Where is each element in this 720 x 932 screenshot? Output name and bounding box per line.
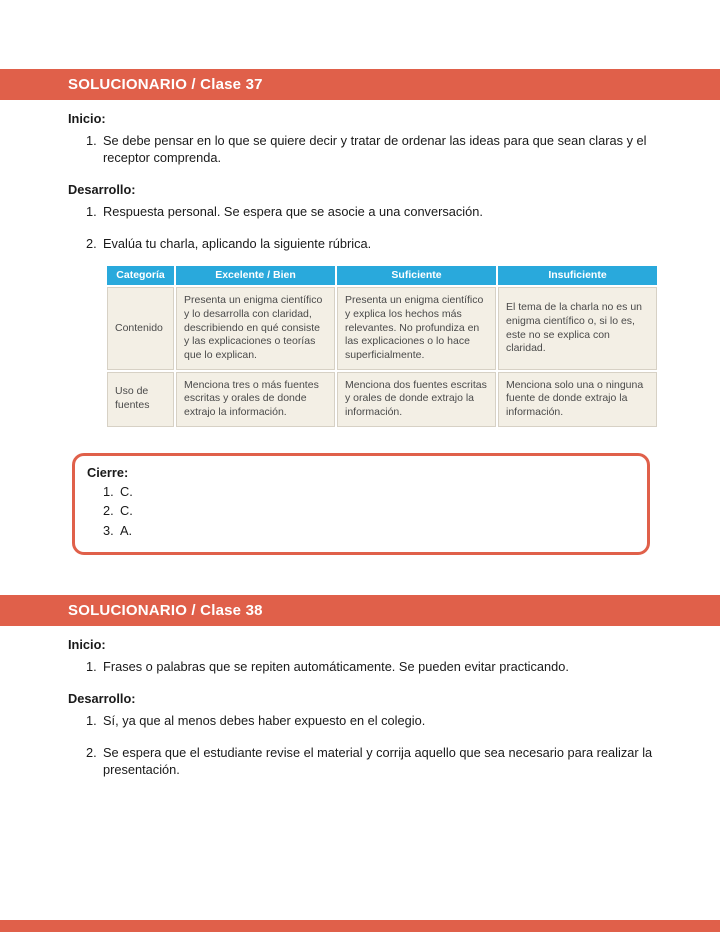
item-text: Frases o palabras que se repiten automáticamente. Se pueden evitar practicando. [103, 658, 569, 674]
rubric-header-excelente: Excelente / Bien [176, 266, 335, 285]
table-row [107, 287, 657, 369]
list-item [68, 658, 653, 675]
item-text: Se espera que el estudiante revise el material y corrija aquello que sea necesario para realizar la presentación. [103, 744, 653, 778]
rubric-cell-category: Uso de fuentes [107, 372, 174, 427]
list-item [87, 522, 633, 539]
item-number: 1. [86, 712, 97, 728]
inicio-heading-s2: Inicio: [68, 636, 106, 652]
item-number: 1. [86, 658, 97, 674]
list-item [68, 235, 653, 252]
list-item [68, 132, 653, 167]
rubric-cell: Menciona tres o más fuentes escritas y orales de donde extrajo la información. [176, 372, 335, 427]
list-item [68, 744, 653, 779]
rubric-header-categoria: Categoría [107, 266, 174, 285]
list-item [87, 502, 633, 519]
rubric-header-insuficiente: Insuficiente [498, 266, 657, 285]
rubric-cell: Menciona solo una o ninguna fuente de donde extrajo la información. [498, 372, 657, 427]
item-text: Sí, ya que al menos debes haber expuesto en el colegio. [103, 712, 426, 728]
section1-header-bar [0, 69, 720, 100]
desarrollo-heading-s2: Desarrollo: [68, 690, 136, 706]
section2-header-bar [0, 595, 720, 626]
rubric-cell: Menciona dos fuentes escritas y orales de donde extrajo la información. [337, 372, 496, 427]
item-number: 2. [103, 503, 114, 519]
section1-title: SOLUCIONARIO / Clase 37 [68, 76, 263, 93]
rubric-cell: Presenta un enigma científico y lo desarrolla con claridad, describiendo en qué consiste y las explicaciones o teorías que lo explican. [176, 287, 335, 369]
rubric-table [105, 264, 659, 428]
list-item [68, 712, 653, 729]
section2-content [0, 637, 720, 778]
item-number: 1. [86, 132, 97, 148]
item-text: C. [120, 503, 133, 519]
list-item [68, 203, 653, 220]
table-row [107, 372, 657, 427]
rubric-header-suficiente: Suficiente [337, 266, 496, 285]
item-text: Evalúa tu charla, aplicando la siguiente rúbrica. [103, 236, 372, 252]
item-text: C. [120, 484, 133, 500]
item-number: 2. [86, 236, 97, 252]
item-number: 1. [86, 203, 97, 219]
item-number: 1. [103, 484, 114, 500]
desarrollo-heading-s1: Desarrollo: [68, 182, 136, 198]
item-number: 2. [86, 744, 97, 760]
rubric-cell: Presenta un enigma científico y explica los hechos más relevantes. No profundiza en las explicaciones o lo hace superficialmente. [337, 287, 496, 369]
cierre-heading: Cierre: [87, 464, 129, 480]
rubric-cell-category: Contenido [107, 287, 174, 369]
item-number: 3. [103, 522, 114, 538]
footer-accent-strip [0, 920, 720, 932]
section1-content [0, 111, 720, 555]
item-text: Respuesta personal. Se espera que se asocie a una conversación. [103, 203, 483, 219]
rubric-cell: El tema de la charla no es un enigma científico o, si lo es, este no se explica con claridad. [498, 287, 657, 369]
rubric-table-header-row [107, 266, 657, 285]
inicio-heading-s1: Inicio: [68, 111, 106, 126]
item-text: A. [120, 522, 133, 538]
section2-title: SOLUCIONARIO / Clase 38 [68, 601, 263, 619]
list-item [87, 483, 633, 500]
cierre-callout-box [72, 453, 650, 555]
item-text: Se debe pensar en lo que se quiere decir y tratar de ordenar las ideas para que sean claras y el receptor comprenda. [103, 132, 647, 165]
